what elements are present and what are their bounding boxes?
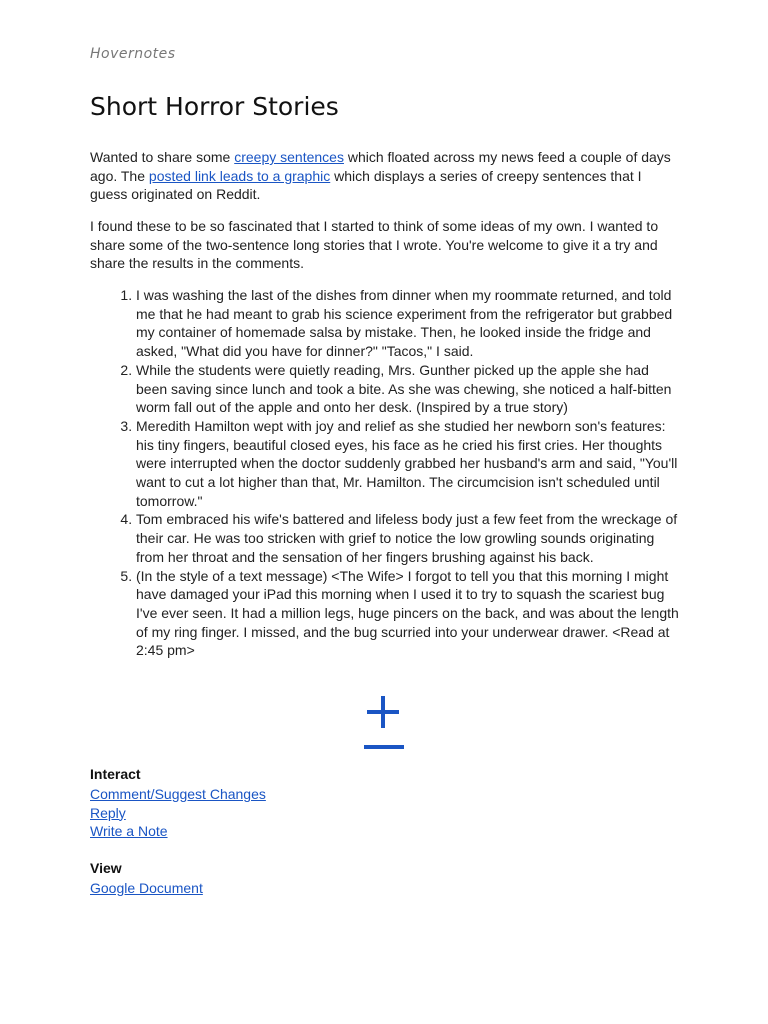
view-links [90, 879, 203, 898]
list-item: 4. Tom embraced his wife's battered and lifeless body just a few feet from the wreckage of their car. He was too stricken with grief to notice the low growling sounds originating from her throat and the sensation of her fingers brushing against his back. [136, 510, 680, 566]
interact-heading: Interact [90, 766, 141, 782]
list-item: 5. (In the style of a text message) <The Wife> I forgot to tell you that this morning I might have damaged your iPad this morning when I used it to try to squash the scariest bug I've ever seen. It had a million legs, huge pincers on the back, and was about the length of my ring finger. I missed, and the bug scurried into your underwear drawer. <Read at 2:45 pm> [136, 567, 680, 661]
list-item: 2. While the students were quietly reading, Mrs. Gunther picked up the apple she had been saving since lunch and took a bite. As she was chewing, she noticed a half-bitten worm fall out of the apple and onto her desk. (Inspired by a true story) [136, 361, 680, 417]
intro-text-3: which displays a series of creepy sentences that I guess originated on Reddit. [90, 167, 642, 202]
stories-list [90, 286, 680, 660]
posted-link-graphic-link[interactable]: posted link leads to a graphic [148, 167, 331, 184]
zoom-controls [364, 694, 404, 754]
plus-icon[interactable] [367, 696, 399, 728]
creepy-sentences-link[interactable]: creepy sentences [234, 149, 344, 165]
intro-paragraph-1 [90, 148, 682, 204]
intro-text-1: Wanted to share some [90, 149, 235, 165]
intro-paragraph-2: I found these to be so fascinated that I started to think of some ideas of my own. I wanted to share some of the two-sentence long stories that I wrote. You're welcome to give it a try and share the results in the comments. [90, 218, 659, 271]
list-item: 1. I was washing the last of the dishes from dinner when my roommate returned, and told me that he had meant to grab his science experiment from the refrigerator but grabbed my container of homemade salsa by mistake. Then, he looked inside the fridge and asked, "What did you have for dinner?" "Tacos," I said. [136, 286, 680, 361]
page-title: Short Horror Stories [90, 92, 339, 121]
intro-text-2: which floated across my news feed a couple of days ago. The [90, 149, 671, 184]
interact-links [90, 785, 266, 841]
minus-icon[interactable] [364, 745, 404, 749]
view-heading: View [90, 860, 122, 876]
reply-link[interactable]: Reply [90, 804, 126, 821]
comment-suggest-changes-link[interactable]: Comment/Suggest Changes [90, 786, 266, 802]
write-a-note-link[interactable]: Write a Note [90, 823, 168, 840]
google-document-link[interactable]: Google Document [90, 880, 203, 896]
list-item: 3. Meredith Hamilton wept with joy and relief as she studied her newborn son's features: his tiny fingers, beautiful closed eyes, his face as he cried his first cries. Her thoughts were interrupted when the doctor suddenly grabbed her husband's arm and said, "You'll want to cut a lot higher than that, Mr. Hamilton. The circumcision isn't scheduled until tomorrow." [136, 417, 680, 511]
brand-name: Hovernotes [90, 46, 176, 62]
